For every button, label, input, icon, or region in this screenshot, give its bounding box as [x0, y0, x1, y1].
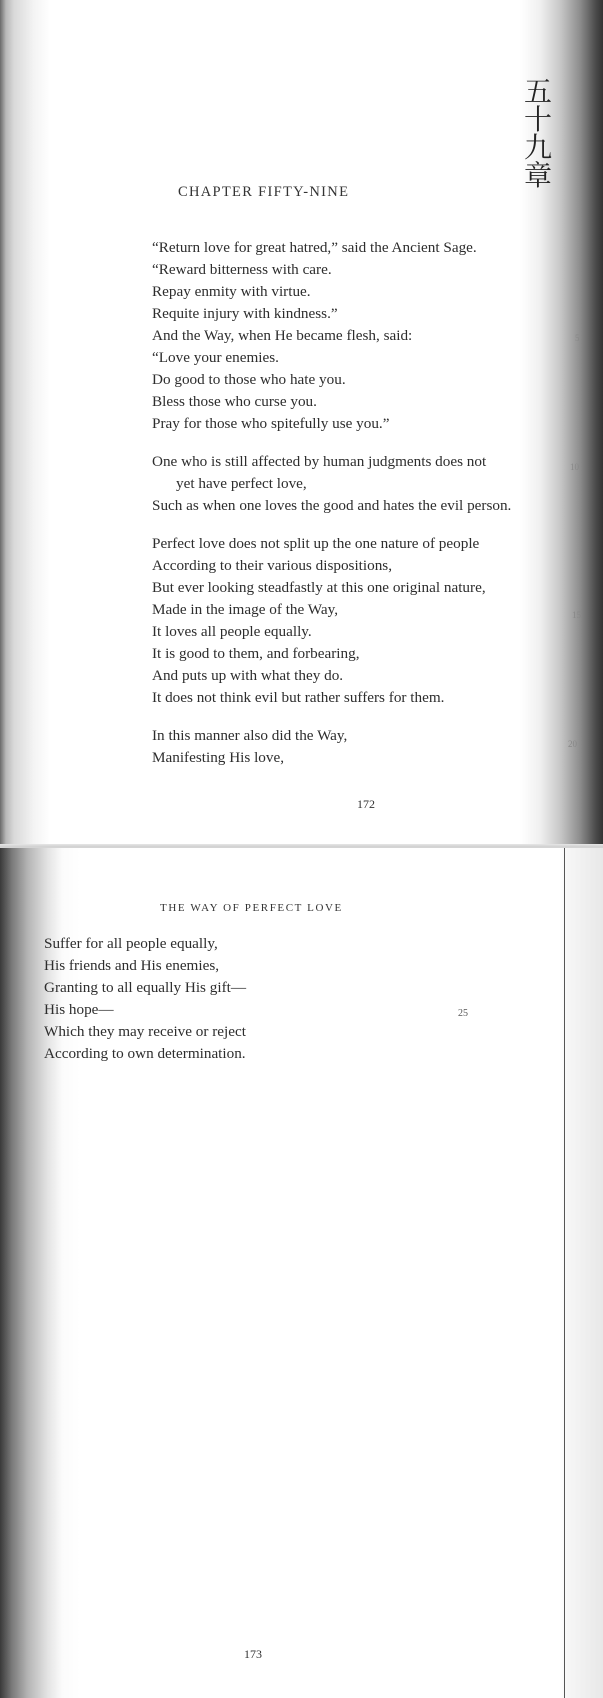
- cjk-character: 章: [523, 159, 552, 192]
- verse-line: Repay enmity with virtue.: [152, 283, 311, 300]
- line-number: 10: [570, 462, 579, 472]
- line-number: 5: [575, 333, 580, 343]
- verse-line: And the Way, when He became flesh, said:: [152, 327, 413, 344]
- verse-line: Suffer for all people equally,: [44, 935, 218, 952]
- verse-line: “Love your enemies.: [152, 349, 279, 366]
- line-number: 20: [568, 739, 577, 749]
- verse-body: [152, 237, 552, 785]
- page-number: 172: [357, 797, 375, 811]
- verse-line: In this manner also did the Way,: [152, 727, 348, 744]
- stanza: [152, 533, 552, 709]
- verse-line: “Return love for great hatred,” said the Ancient Sage.: [152, 239, 477, 256]
- cjk-character: 九: [523, 131, 552, 164]
- verse-line: One who is still affected by human judgments does not: [152, 453, 487, 470]
- verse-line: “Reward bitterness with care.: [152, 261, 332, 278]
- verse-line: His hope—: [44, 1001, 114, 1018]
- page-number: 173: [244, 1647, 262, 1661]
- page-172: [0, 0, 603, 848]
- verse-line: It does not think evil but rather suffers for them.: [152, 689, 445, 706]
- verse-line: Granting to all equally His gift—: [44, 979, 247, 996]
- verse-line: Pray for those who spitefully use you.”: [152, 415, 390, 432]
- verse-line: yet have perfect love,: [176, 475, 307, 492]
- chapter-title: CHAPTER FIFTY-NINE: [178, 184, 350, 200]
- verse-line: Perfect love does not split up the one nature of people: [152, 535, 480, 552]
- cjk-chapter-heading: [518, 75, 558, 192]
- verse-continuation: [44, 933, 404, 1065]
- verse-line: Requite injury with kindness.”: [152, 305, 338, 322]
- cjk-character: 十: [523, 103, 552, 136]
- verse-line: And puts up with what they do.: [152, 667, 344, 684]
- verse-line: Made in the image of the Way,: [152, 601, 339, 618]
- verse-line: His friends and His enemies,: [44, 957, 220, 974]
- verse-line: According to own determination.: [44, 1045, 246, 1062]
- stanza: [152, 237, 552, 435]
- verse-line: According to their various dispositions,: [152, 557, 393, 574]
- verse-line: Do good to those who hate you.: [152, 371, 346, 388]
- verse-line: Which they may receive or reject: [44, 1023, 246, 1040]
- verse-line: Manifesting His love,: [152, 749, 285, 766]
- line-number: 25: [458, 1008, 468, 1019]
- verse-line: It loves all people equally.: [152, 623, 312, 640]
- verse-line: It is good to them, and forbearing,: [152, 645, 360, 662]
- page-edge-line: [564, 848, 565, 1698]
- cjk-character: 五: [523, 75, 552, 108]
- stanza: [152, 451, 552, 517]
- verse-line: Bless those who curse you.: [152, 393, 317, 410]
- stanza: [152, 725, 552, 769]
- line-number: 15: [572, 610, 581, 620]
- running-head: THE WAY OF PERFECT LOVE: [160, 902, 343, 914]
- page-173: [0, 848, 603, 1698]
- verse-line: Such as when one loves the good and hates the evil person.: [152, 497, 512, 514]
- verse-line: But ever looking steadfastly at this one original nature,: [152, 579, 486, 596]
